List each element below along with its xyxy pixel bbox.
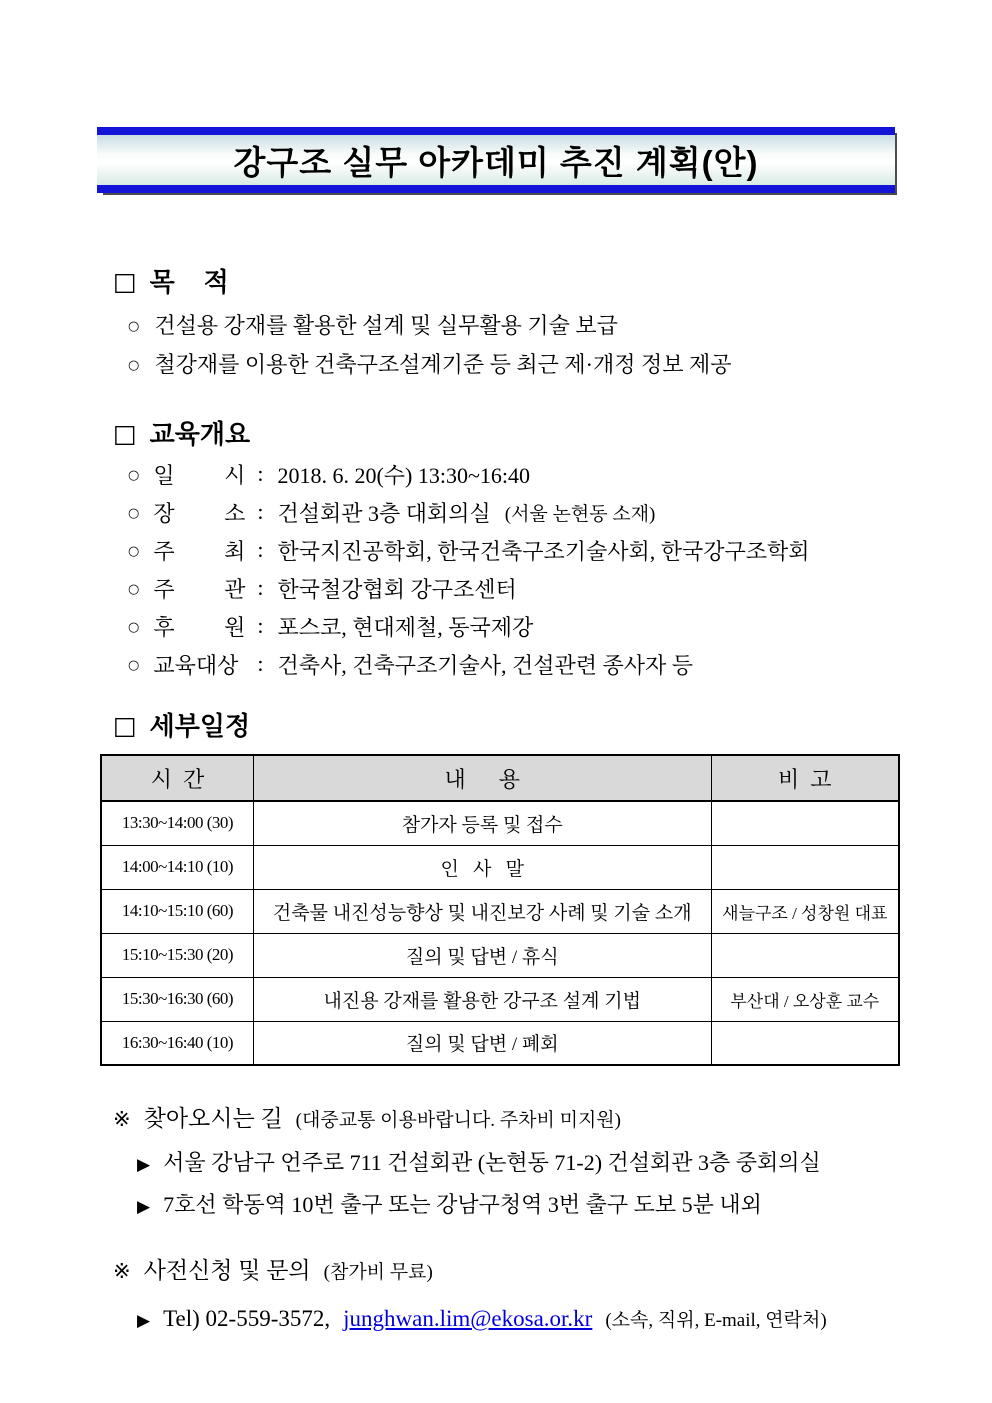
- overview-item-colon: :: [257, 575, 264, 600]
- time-cell: 13:30~14:00 (30): [101, 801, 253, 845]
- remark-cell: [711, 845, 899, 889]
- overview-item-colon: :: [257, 613, 264, 638]
- overview-item-value: 한국철강협회 강구조센터: [277, 576, 517, 602]
- table-row: [101, 801, 899, 845]
- overview-item-organizer: [128, 569, 992, 607]
- remark-cell: [711, 1021, 899, 1065]
- overview-item-host: [128, 531, 992, 569]
- overview-item-value: 건설회관 3층 대회의실: [277, 500, 491, 526]
- circle-bullet-icon: ○: [128, 657, 140, 673]
- circle-bullet-icon: ○: [128, 467, 140, 483]
- content-cell: 건축물 내진성능향상 및 내진보강 사례 및 기술 소개: [253, 889, 711, 933]
- content-cell: 질의 및 답변 / 휴식: [253, 933, 711, 977]
- directions-item: [137, 1190, 992, 1222]
- overview-item-note: (서울 논현동 소재): [504, 503, 656, 525]
- table-row: [101, 1021, 899, 1065]
- registration-heading-label: 사전신청 및 문의: [143, 1258, 311, 1283]
- contact-line: [137, 1304, 992, 1336]
- circle-bullet-icon: ○: [128, 543, 140, 559]
- overview-item-value: 건축사, 건축구조기술사, 건설관련 종사자 등: [277, 652, 694, 678]
- registration-heading: [113, 1256, 992, 1288]
- remark-cell: 부산대 / 오상훈 교수: [711, 977, 899, 1021]
- reference-mark-icon: ※: [113, 1107, 131, 1131]
- square-marker-icon: □: [113, 267, 137, 296]
- table-header-row: [101, 755, 899, 801]
- table-row: [101, 933, 899, 977]
- overview-item-label: 장 소: [153, 500, 246, 526]
- circle-bullet-icon: ○: [128, 581, 140, 597]
- content-cell: 인 사 말: [253, 845, 711, 889]
- circle-bullet-icon: ○: [128, 619, 140, 635]
- overview-item-colon: :: [257, 537, 264, 562]
- triangle-bullet-icon: ▶: [137, 1155, 151, 1175]
- registration-heading-note: (참가비 무료): [323, 1262, 433, 1283]
- content-cell: 참가자 등록 및 접수: [253, 801, 711, 845]
- time-cell: 15:10~15:30 (20): [101, 933, 253, 977]
- time-cell: 14:00~14:10 (10): [101, 845, 253, 889]
- remark-cell: 새늘구조 / 성창원 대표: [711, 889, 899, 933]
- section-heading-overview: [113, 419, 992, 449]
- purpose-item: [128, 351, 992, 379]
- circle-bullet-icon: ○: [128, 358, 140, 373]
- reference-mark-icon: ※: [113, 1259, 131, 1283]
- directions-item: [137, 1148, 992, 1180]
- directions-heading-label: 찾아오시는 길: [143, 1106, 283, 1131]
- overview-item-colon: :: [257, 461, 264, 486]
- content-cell: 내진용 강재를 활용한 강구조 설계 기법: [253, 977, 711, 1021]
- overview-item-value: 한국지진공학회, 한국건축구조기술사회, 한국강구조학회: [277, 538, 810, 564]
- overview-item-colon: :: [257, 651, 264, 676]
- overview-item-label: 교육대상: [153, 652, 239, 678]
- purpose-item-text: 건설용 강재를 활용한 설계 및 실무활용 기술 보급: [154, 313, 618, 338]
- section-heading-purpose-label: 목 적: [149, 267, 229, 297]
- directions-item-text: 서울 강남구 언주로 711 건설회관 (논현동 71-2) 건설회관 3층 중회의실: [163, 1150, 821, 1175]
- overview-item-value: 포스코, 현대제철, 동국제강: [277, 614, 534, 640]
- overview-item-label: 주 최: [153, 538, 246, 564]
- time-cell: 15:30~16:30 (60): [101, 977, 253, 1021]
- square-marker-icon: □: [113, 711, 137, 740]
- contact-tel: Tel) 02-559-3572,: [163, 1306, 331, 1331]
- circle-bullet-icon: ○: [128, 505, 140, 521]
- overview-item-location: [128, 493, 992, 531]
- triangle-bullet-icon: ▶: [137, 1311, 151, 1331]
- overview-item-value: 2018. 6. 20(수) 13:30~16:40: [277, 462, 531, 488]
- section-heading-purpose: [113, 267, 992, 297]
- remark-cell: [711, 801, 899, 845]
- contact-suffix: (소속, 직위, E-mail, 연락처): [605, 1310, 827, 1331]
- table-row: [101, 977, 899, 1021]
- section-heading-overview-label: 교육개요: [149, 419, 251, 449]
- circle-bullet-icon: ○: [128, 319, 140, 334]
- page-title: 강구조 실무 아카데미 추진 계획(안): [233, 143, 759, 181]
- directions-heading-note: (대중교통 이용바랍니다. 주차비 미지원): [295, 1110, 621, 1131]
- section-heading-schedule: [113, 711, 992, 741]
- header-time: 시 간: [101, 755, 253, 801]
- purpose-item: [128, 312, 992, 340]
- directions-item-text: 7호선 학동역 10번 출구 또는 강남구청역 3번 출구 도보 5분 내외: [163, 1192, 762, 1217]
- overview-list: [0, 455, 992, 683]
- overview-item-label: 후 원: [153, 614, 246, 640]
- overview-item-label: 일 시: [153, 462, 246, 488]
- overview-item-audience: [128, 645, 992, 683]
- square-marker-icon: □: [113, 419, 137, 448]
- overview-item-colon: :: [257, 499, 264, 524]
- purpose-item-text: 철강재를 이용한 건축구조설계기준 등 최근 제·개정 정보 제공: [154, 352, 732, 377]
- content-cell: 질의 및 답변 / 폐회: [253, 1021, 711, 1065]
- time-cell: 16:30~16:40 (10): [101, 1021, 253, 1065]
- title-banner: [97, 127, 895, 193]
- header-content: 내 용: [253, 755, 711, 801]
- time-cell: 14:10~15:10 (60): [101, 889, 253, 933]
- remark-cell: [711, 933, 899, 977]
- overview-item-label: 주 관: [153, 576, 246, 602]
- schedule-table: [100, 754, 900, 1066]
- directions-heading: [113, 1104, 992, 1136]
- overview-item-sponsor: [128, 607, 992, 645]
- table-row: [101, 845, 899, 889]
- triangle-bullet-icon: ▶: [137, 1197, 151, 1217]
- overview-item-datetime: [128, 455, 992, 493]
- table-row: [101, 889, 899, 933]
- header-remark: 비 고: [711, 755, 899, 801]
- email-link[interactable]: junghwan.lim@ekosa.or.kr: [343, 1306, 593, 1331]
- section-heading-schedule-label: 세부일정: [149, 711, 251, 741]
